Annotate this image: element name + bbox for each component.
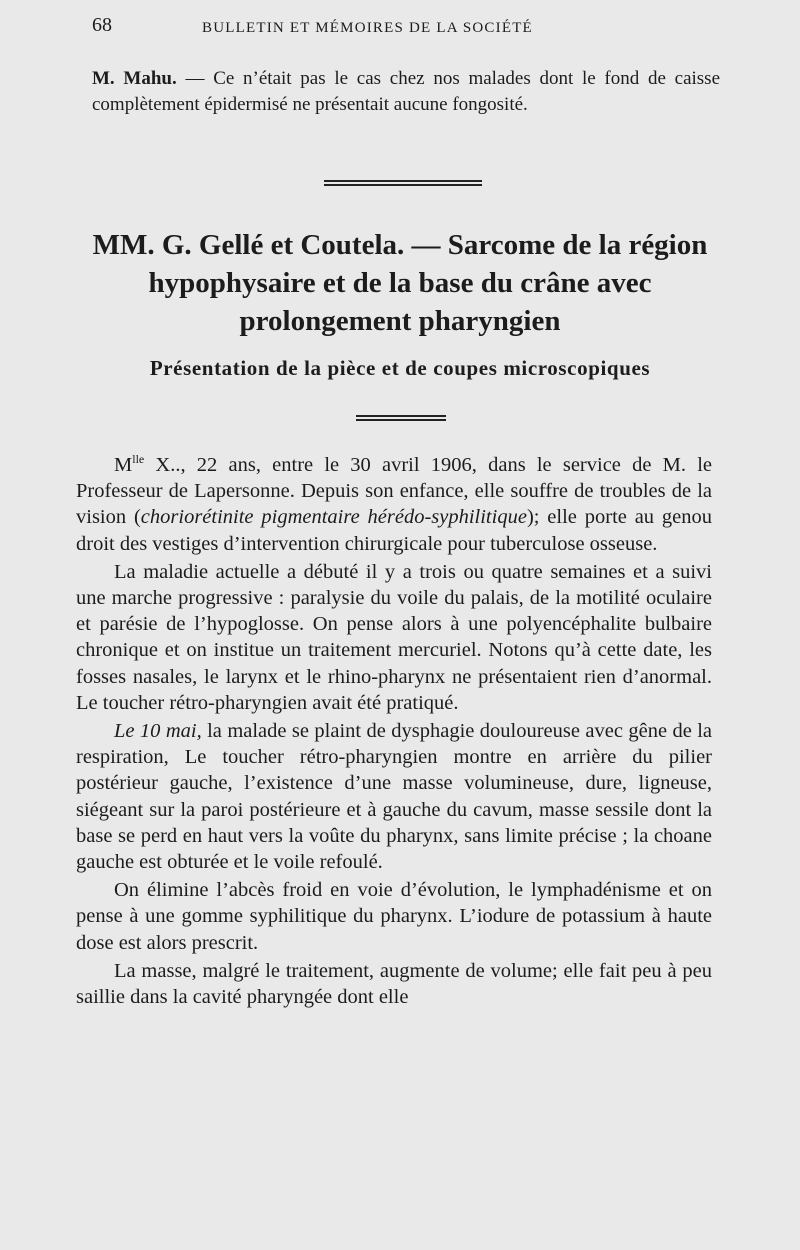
- intro-paragraph: [92, 66, 720, 118]
- intro-text: — Ce n’était pas le cas chez nos malades dont le fond de caisse complètement épidermisé ne présentait aucune fongosité.: [92, 68, 720, 115]
- running-head: BULLETIN ET MÉMOIRES DE LA SOCIÉTÉ: [202, 20, 533, 36]
- paragraph-2: La maladie actuelle a débuté il y a trois ou quatre semaines et a suivi une marche progressive : paralysie du voile du palais, de la motilité oculaire et parésie de l’hypoglosse. On pense alors à une polyencéphalite bulbaire chronique et on institue un traitement mercuriel. Notons qu’à cette date, les fosses nasales, le larynx et le rhino-pharynx ne présentaient rien d’anormal. Le toucher rétro-pharyngien avait été pratiqué.: [76, 560, 712, 714]
- date-italic: Le 10 mai,: [114, 720, 202, 743]
- paragraph-4: On élimine l’abcès froid en voie d’évolution, le lymphadénisme et on pense à une gomme syphilitique du pharynx. L’iodure de potassium à haute dose est alors prescrit.: [76, 879, 712, 954]
- paragraph-1-text-b: ); elle porte au genou droit des vestiges d’intervention chirurgicale pour tuberculose osseuse.: [76, 506, 712, 555]
- abbrev-superscript: lle: [132, 452, 145, 467]
- page-header: [92, 14, 612, 44]
- speaker-name: M. Mahu.: [92, 68, 177, 89]
- paragraph-1-text-a: X.., 22 ans, entre le 30 avril 1906, dans le service de M. le Professeur de Lapersonne. Depuis son enfance, elle souffre de troubles de la vision (: [76, 454, 712, 529]
- title-divider: [356, 415, 446, 421]
- section-divider: [324, 180, 482, 186]
- article-title: MM. G. Gellé et Coutela. — Sarcome de la région hypophysaire et de la base du crâne avec prolongement pharyngien: [92, 229, 708, 337]
- page-number: 68: [92, 14, 112, 36]
- paragraph-3: [76, 718, 712, 875]
- paragraph-3-text: la malade se plaint de dysphagie douloureuse avec gêne de la respiration, Le toucher rétro-pharyngien montre en arrière du pilier postérieur gauche, l’existence d’une masse volumineuse, dure, ligneuse, siégeant sur la paroi postérieure et à gauche du cavum, masse sessile dont la base se perd en haut vers la voûte du pharynx, sans limite précise ; la choane gauche est obturée et le voile refoulé.: [76, 720, 712, 874]
- article-body: [76, 452, 712, 1012]
- abbrev: M: [114, 454, 133, 476]
- article-subtitle: Présentation de la pièce et de coupes microscopiques: [149, 356, 651, 380]
- paragraph-5: La masse, malgré le traitement, augmente de volume; elle fait peu à peu saillie dans la cavité pharyngée dont elle: [76, 959, 712, 1009]
- diagnosis-italic: choriorétinite pigmentaire hérédo-syphilitique: [140, 506, 527, 529]
- paragraph-1: [76, 452, 712, 557]
